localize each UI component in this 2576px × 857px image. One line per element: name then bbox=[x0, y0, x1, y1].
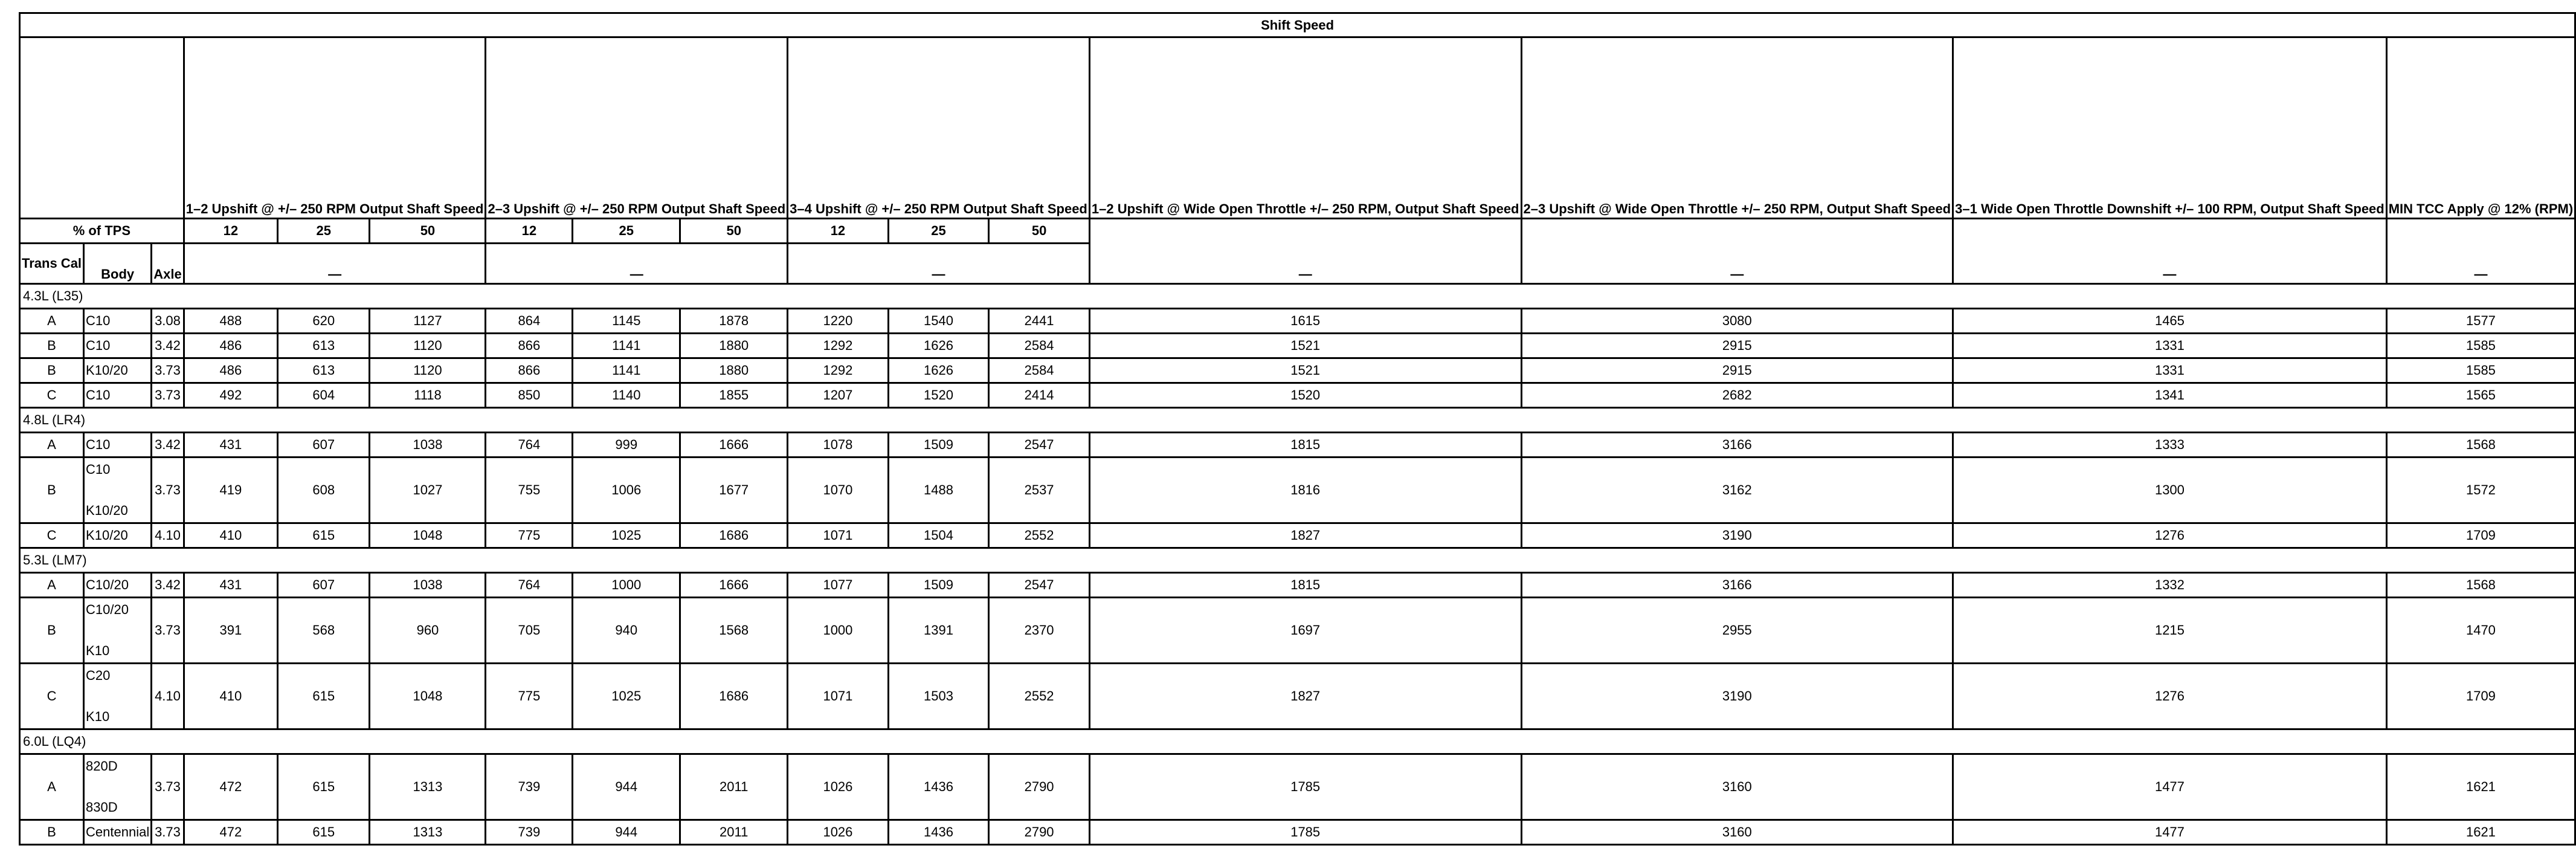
header-1-2-upshift: 1–2 Upshift @ +/– 250 RPM Output Shaft Speed bbox=[184, 37, 486, 219]
body-line: C10/20 bbox=[86, 577, 129, 592]
value-cell: 486 bbox=[184, 358, 277, 383]
value-cell: 431 bbox=[184, 573, 277, 598]
value-cell: 1785 bbox=[1089, 754, 1521, 820]
body-header: Body bbox=[84, 244, 152, 284]
value-cell: 1477 bbox=[1953, 820, 2387, 845]
value-cell: 1509 bbox=[888, 573, 989, 598]
value-cell: 1504 bbox=[888, 523, 989, 548]
header-wot-1-2: 1–2 Upshift @ Wide Open Throttle +/– 250 RPM, Output Shaft Speed bbox=[1089, 37, 1521, 219]
value-cell: 2547 bbox=[989, 433, 1090, 458]
value-cell: 431 bbox=[184, 433, 277, 458]
value-cell: 410 bbox=[184, 523, 277, 548]
axle-cell: 3.08 bbox=[152, 309, 184, 334]
table-row bbox=[20, 664, 2575, 729]
value-cell: 1292 bbox=[788, 358, 889, 383]
tps-value: 12 bbox=[788, 219, 889, 244]
value-cell: 607 bbox=[277, 573, 369, 598]
header-2-3-upshift: 2–3 Upshift @ +/– 250 RPM Output Shaft Speed bbox=[486, 37, 788, 219]
value-cell: 1520 bbox=[1089, 383, 1521, 408]
value-cell: 1341 bbox=[1953, 383, 2387, 408]
body-cell bbox=[84, 383, 152, 408]
value-cell: 2584 bbox=[989, 358, 1090, 383]
value-cell: 1141 bbox=[573, 358, 680, 383]
value-cell: 1521 bbox=[1089, 358, 1521, 383]
value-cell: 2552 bbox=[989, 523, 1090, 548]
table-row bbox=[20, 309, 2575, 334]
trans-cal-cell: C bbox=[20, 523, 84, 548]
trans-cal-header: Trans Cal bbox=[20, 244, 84, 284]
header-3-4-upshift: 3–4 Upshift @ +/– 250 RPM Output Shaft Speed bbox=[788, 37, 1090, 219]
value-cell: 1313 bbox=[370, 754, 486, 820]
value-cell: 1686 bbox=[680, 664, 788, 729]
value-cell: 1815 bbox=[1089, 573, 1521, 598]
value-cell: 1331 bbox=[1953, 334, 2387, 358]
value-cell: 1071 bbox=[788, 523, 889, 548]
body-cell bbox=[84, 573, 152, 598]
table-row bbox=[20, 383, 2575, 408]
value-cell: 1038 bbox=[370, 433, 486, 458]
axle-cell: 3.73 bbox=[152, 820, 184, 845]
value-cell: 2955 bbox=[1521, 598, 1953, 664]
tps-value: 12 bbox=[486, 219, 573, 244]
tps-value: 50 bbox=[680, 219, 788, 244]
value-cell: 620 bbox=[277, 309, 369, 334]
value-cell: 1220 bbox=[788, 309, 889, 334]
value-cell: 2584 bbox=[989, 334, 1090, 358]
trans-cal-cell: B bbox=[20, 358, 84, 383]
value-cell: 1276 bbox=[1953, 523, 2387, 548]
value-cell: 3166 bbox=[1521, 433, 1953, 458]
value-cell: 1070 bbox=[788, 458, 889, 523]
value-cell: 1585 bbox=[2386, 334, 2575, 358]
engine-group-label: 4.3L (L35) bbox=[20, 284, 2575, 309]
body-line: 820D bbox=[86, 758, 118, 774]
dash-wot-2-3: — bbox=[1521, 219, 1953, 284]
value-cell: 2552 bbox=[989, 664, 1090, 729]
value-cell: 1038 bbox=[370, 573, 486, 598]
tps-value: 50 bbox=[989, 219, 1090, 244]
body-line: C10 bbox=[86, 338, 111, 353]
value-cell: 1292 bbox=[788, 334, 889, 358]
value-cell: 1827 bbox=[1089, 664, 1521, 729]
table-row bbox=[20, 433, 2575, 458]
value-cell: 2790 bbox=[989, 754, 1090, 820]
value-cell: 410 bbox=[184, 664, 277, 729]
value-cell: 1465 bbox=[1953, 309, 2387, 334]
table-title: Shift Speed bbox=[20, 13, 2575, 37]
value-cell: 568 bbox=[277, 598, 369, 664]
value-cell: 1697 bbox=[1089, 598, 1521, 664]
value-cell: 764 bbox=[486, 573, 573, 598]
value-cell: 488 bbox=[184, 309, 277, 334]
body-cell bbox=[84, 598, 152, 664]
value-cell: 866 bbox=[486, 358, 573, 383]
value-cell: 1827 bbox=[1089, 523, 1521, 548]
table-row bbox=[20, 598, 2575, 664]
engine-group-label: 6.0L (LQ4) bbox=[20, 729, 2575, 754]
body-line: 830D bbox=[86, 800, 118, 815]
value-cell: 613 bbox=[277, 334, 369, 358]
value-cell: 472 bbox=[184, 820, 277, 845]
value-cell: 1565 bbox=[2386, 383, 2575, 408]
body-line: C10 bbox=[86, 437, 111, 452]
value-cell: 1577 bbox=[2386, 309, 2575, 334]
value-cell: 3190 bbox=[1521, 664, 1953, 729]
value-cell: 944 bbox=[573, 754, 680, 820]
value-cell: 1816 bbox=[1089, 458, 1521, 523]
value-cell: 1709 bbox=[2386, 664, 2575, 729]
value-cell: 615 bbox=[277, 754, 369, 820]
value-cell: 3080 bbox=[1521, 309, 1953, 334]
tps-label: % of TPS bbox=[20, 219, 184, 244]
tps-value: 50 bbox=[370, 219, 486, 244]
axle-cell: 3.42 bbox=[152, 334, 184, 358]
value-cell: 1127 bbox=[370, 309, 486, 334]
value-cell: 739 bbox=[486, 754, 573, 820]
body-cell bbox=[84, 458, 152, 523]
tps-value: 25 bbox=[573, 219, 680, 244]
value-cell: 1621 bbox=[2386, 820, 2575, 845]
trans-cal-cell: A bbox=[20, 433, 84, 458]
header-blank bbox=[20, 37, 184, 219]
value-cell: 1313 bbox=[370, 820, 486, 845]
dash-2-3: — bbox=[486, 244, 788, 284]
header-wot-3-1: 3–1 Wide Open Throttle Downshift +/– 100 RPM, Output Shaft Speed bbox=[1953, 37, 2387, 219]
value-cell: 1666 bbox=[680, 573, 788, 598]
value-cell: 739 bbox=[486, 820, 573, 845]
value-cell: 775 bbox=[486, 523, 573, 548]
value-cell: 1048 bbox=[370, 664, 486, 729]
value-cell: 3160 bbox=[1521, 754, 1953, 820]
dash-min-tcc: — bbox=[2386, 219, 2575, 284]
trans-cal-cell: A bbox=[20, 309, 84, 334]
trans-cal-cell: C bbox=[20, 664, 84, 729]
body-cell bbox=[84, 334, 152, 358]
value-cell: 850 bbox=[486, 383, 573, 408]
value-cell: 2537 bbox=[989, 458, 1090, 523]
value-cell: 2441 bbox=[989, 309, 1090, 334]
value-cell: 1568 bbox=[680, 598, 788, 664]
value-cell: 2547 bbox=[989, 573, 1090, 598]
value-cell: 1141 bbox=[573, 334, 680, 358]
body-line: K10/20 bbox=[86, 363, 128, 378]
body-cell bbox=[84, 820, 152, 845]
value-cell: 1000 bbox=[573, 573, 680, 598]
table-row bbox=[20, 334, 2575, 358]
value-cell: 1026 bbox=[788, 754, 889, 820]
value-cell: 1615 bbox=[1089, 309, 1521, 334]
value-cell: 1006 bbox=[573, 458, 680, 523]
value-cell: 1391 bbox=[888, 598, 989, 664]
value-cell: 615 bbox=[277, 820, 369, 845]
axle-cell: 3.73 bbox=[152, 754, 184, 820]
trans-cal-cell: C bbox=[20, 383, 84, 408]
body-line: C20 bbox=[86, 668, 111, 683]
value-cell: 1215 bbox=[1953, 598, 2387, 664]
value-cell: 1048 bbox=[370, 523, 486, 548]
tps-value: 25 bbox=[277, 219, 369, 244]
engine-group-label: 5.3L (LM7) bbox=[20, 548, 2575, 573]
value-cell: 1470 bbox=[2386, 598, 2575, 664]
value-cell: 1503 bbox=[888, 664, 989, 729]
value-cell: 1621 bbox=[2386, 754, 2575, 820]
value-cell: 1785 bbox=[1089, 820, 1521, 845]
body-line: C10 bbox=[86, 462, 111, 477]
value-cell: 3162 bbox=[1521, 458, 1953, 523]
value-cell: 1521 bbox=[1089, 334, 1521, 358]
body-line: C10 bbox=[86, 387, 111, 403]
value-cell: 3160 bbox=[1521, 820, 1953, 845]
axle-cell: 4.10 bbox=[152, 523, 184, 548]
value-cell: 1626 bbox=[888, 358, 989, 383]
value-cell: 1709 bbox=[2386, 523, 2575, 548]
value-cell: 3190 bbox=[1521, 523, 1953, 548]
value-cell: 1815 bbox=[1089, 433, 1521, 458]
tps-value: 25 bbox=[888, 219, 989, 244]
value-cell: 419 bbox=[184, 458, 277, 523]
trans-cal-cell: B bbox=[20, 820, 84, 845]
engine-group-label: 4.8L (LR4) bbox=[20, 408, 2575, 433]
body-line: C10/20 bbox=[86, 602, 129, 617]
body-cell bbox=[84, 433, 152, 458]
value-cell: 1332 bbox=[1953, 573, 2387, 598]
value-cell: 2414 bbox=[989, 383, 1090, 408]
table-row bbox=[20, 458, 2575, 523]
axle-header: Axle bbox=[152, 244, 184, 284]
value-cell: 2915 bbox=[1521, 334, 1953, 358]
body-cell bbox=[84, 358, 152, 383]
body-cell bbox=[84, 754, 152, 820]
tps-value: 12 bbox=[184, 219, 277, 244]
value-cell: 1568 bbox=[2386, 573, 2575, 598]
table-row bbox=[20, 754, 2575, 820]
value-cell: 940 bbox=[573, 598, 680, 664]
body-line: Centennial bbox=[86, 824, 150, 839]
value-cell: 2915 bbox=[1521, 358, 1953, 383]
value-cell: 1626 bbox=[888, 334, 989, 358]
table-row bbox=[20, 820, 2575, 845]
value-cell: 1540 bbox=[888, 309, 989, 334]
value-cell: 1585 bbox=[2386, 358, 2575, 383]
axle-cell: 3.42 bbox=[152, 573, 184, 598]
value-cell: 866 bbox=[486, 334, 573, 358]
body-cell bbox=[84, 523, 152, 548]
value-cell: 1077 bbox=[788, 573, 889, 598]
value-cell: 1333 bbox=[1953, 433, 2387, 458]
value-cell: 1477 bbox=[1953, 754, 2387, 820]
value-cell: 1078 bbox=[788, 433, 889, 458]
trans-cal-cell: B bbox=[20, 598, 84, 664]
trans-cal-cell: A bbox=[20, 754, 84, 820]
dash-wot-1-2: — bbox=[1089, 219, 1521, 284]
axle-cell: 3.73 bbox=[152, 383, 184, 408]
value-cell: 1071 bbox=[788, 664, 889, 729]
value-cell: 1118 bbox=[370, 383, 486, 408]
value-cell: 1120 bbox=[370, 334, 486, 358]
value-cell: 1855 bbox=[680, 383, 788, 408]
value-cell: 1878 bbox=[680, 309, 788, 334]
value-cell: 608 bbox=[277, 458, 369, 523]
value-cell: 1140 bbox=[573, 383, 680, 408]
axle-cell: 4.10 bbox=[152, 664, 184, 729]
value-cell: 2011 bbox=[680, 820, 788, 845]
axle-cell: 3.42 bbox=[152, 433, 184, 458]
value-cell: 1880 bbox=[680, 334, 788, 358]
value-cell: 615 bbox=[277, 664, 369, 729]
value-cell: 2682 bbox=[1521, 383, 1953, 408]
table-row bbox=[20, 358, 2575, 383]
value-cell: 1145 bbox=[573, 309, 680, 334]
value-cell: 775 bbox=[486, 664, 573, 729]
trans-cal-cell: B bbox=[20, 458, 84, 523]
header-min-tcc: MIN TCC Apply @ 12% (RPM) bbox=[2386, 37, 2575, 219]
value-cell: 2011 bbox=[680, 754, 788, 820]
dash-wot-3-1: — bbox=[1953, 219, 2387, 284]
value-cell: 1666 bbox=[680, 433, 788, 458]
trans-cal-cell: B bbox=[20, 334, 84, 358]
value-cell: 486 bbox=[184, 334, 277, 358]
body-line: K10 bbox=[86, 643, 110, 658]
body-cell bbox=[84, 664, 152, 729]
value-cell: 615 bbox=[277, 523, 369, 548]
body-line: K10 bbox=[86, 709, 110, 724]
value-cell: 764 bbox=[486, 433, 573, 458]
body-line: C10 bbox=[86, 313, 111, 328]
value-cell: 1000 bbox=[788, 598, 889, 664]
value-cell: 1509 bbox=[888, 433, 989, 458]
value-cell: 613 bbox=[277, 358, 369, 383]
value-cell: 755 bbox=[486, 458, 573, 523]
value-cell: 1436 bbox=[888, 754, 989, 820]
value-cell: 1207 bbox=[788, 383, 889, 408]
value-cell: 391 bbox=[184, 598, 277, 664]
body-line: K10/20 bbox=[86, 528, 128, 543]
value-cell: 705 bbox=[486, 598, 573, 664]
value-cell: 492 bbox=[184, 383, 277, 408]
value-cell: 1572 bbox=[2386, 458, 2575, 523]
value-cell: 1300 bbox=[1953, 458, 2387, 523]
value-cell: 2790 bbox=[989, 820, 1090, 845]
dash-3-4: — bbox=[788, 244, 1090, 284]
value-cell: 1276 bbox=[1953, 664, 2387, 729]
axle-cell: 3.73 bbox=[152, 458, 184, 523]
table-row bbox=[20, 523, 2575, 548]
value-cell: 1568 bbox=[2386, 433, 2575, 458]
value-cell: 960 bbox=[370, 598, 486, 664]
value-cell: 1488 bbox=[888, 458, 989, 523]
value-cell: 1027 bbox=[370, 458, 486, 523]
value-cell: 944 bbox=[573, 820, 680, 845]
value-cell: 1520 bbox=[888, 383, 989, 408]
value-cell: 472 bbox=[184, 754, 277, 820]
value-cell: 1677 bbox=[680, 458, 788, 523]
header-wot-2-3: 2–3 Upshift @ Wide Open Throttle +/– 250 RPM, Output Shaft Speed bbox=[1521, 37, 1953, 219]
table-row bbox=[20, 573, 2575, 598]
value-cell: 999 bbox=[573, 433, 680, 458]
body-cell bbox=[84, 309, 152, 334]
value-cell: 1120 bbox=[370, 358, 486, 383]
value-cell: 2370 bbox=[989, 598, 1090, 664]
body-line: K10/20 bbox=[86, 503, 128, 518]
axle-cell: 3.73 bbox=[152, 358, 184, 383]
value-cell: 1026 bbox=[788, 820, 889, 845]
value-cell: 1025 bbox=[573, 664, 680, 729]
value-cell: 1686 bbox=[680, 523, 788, 548]
axle-cell: 3.73 bbox=[152, 598, 184, 664]
value-cell: 607 bbox=[277, 433, 369, 458]
value-cell: 604 bbox=[277, 383, 369, 408]
value-cell: 1331 bbox=[1953, 358, 2387, 383]
value-cell: 1025 bbox=[573, 523, 680, 548]
dash-1-2: — bbox=[184, 244, 486, 284]
value-cell: 864 bbox=[486, 309, 573, 334]
value-cell: 1880 bbox=[680, 358, 788, 383]
shift-speed-table bbox=[19, 12, 2576, 846]
value-cell: 1436 bbox=[888, 820, 989, 845]
trans-cal-cell: A bbox=[20, 573, 84, 598]
value-cell: 3166 bbox=[1521, 573, 1953, 598]
